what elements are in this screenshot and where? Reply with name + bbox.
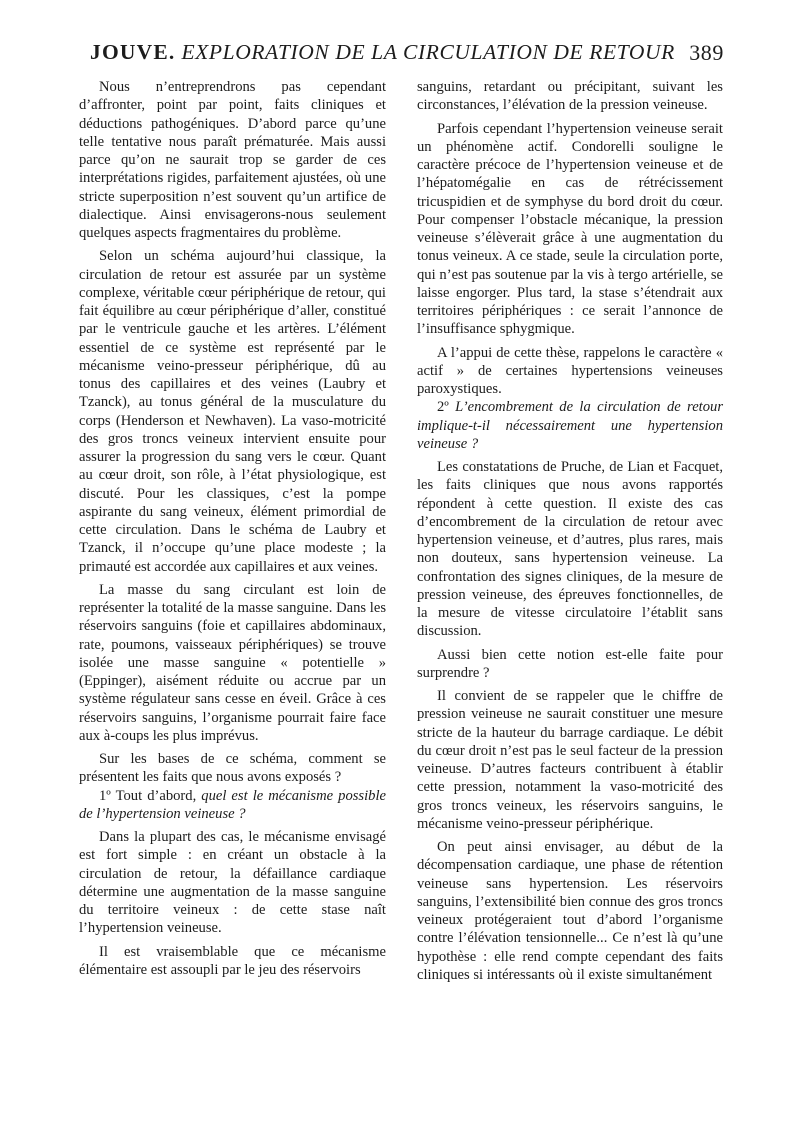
paragraph: Parfois cependant l’hypertension veineuse serait un phénomène actif. Condorelli souligne le caractère précoce de l’hypertension veineuse et de l’hépatomégalie en cas de rétrécissement tricuspidien et de symphyse du bord droit du cœur. Pour compenser l’obstacle mécanique, la pression veineuse s’élèverait grâce à une augmentation du tonus veineux. A ce stade, seule la circulation porte, qui n’est pas soutenue par la vis à tergo artérielle, se laisse engorger. Plus tard, la stase s’étendrait aux territoires périphériques : ce serait l’annonce de l’insuffisance sphygmique.	[417, 120, 723, 338]
paragraph: Il est vraisemblable que ce mécanisme élémentaire est assoupli par le jeu des réservoirs	[79, 943, 386, 978]
running-header	[90, 40, 724, 70]
page-number: 389	[689, 40, 724, 65]
paragraph: On peut ainsi envisager, au début de la décompensation cardiaque, une phase de rétention veineuse sans hypertension. Les réservoirs sanguins, l’extensibilité bien connue des gros troncs veineux protégeraient tout d’abord l’organisme contre l’élévation tensionnelle... Ce n’est là qu’une hypothèse : elle rend compte cependant des faits cliniques si intéressants où il existe simultanément	[417, 839, 723, 983]
paragraph: Nous n’entreprendrons pas cependant d’affronter, point par point, faits cliniques et déductions pathogéniques. D’abord parce qu’une telle tentative nous paraît prématurée. Mais aussi parce qu’on ne saurait trop se garder de ces interprétations rigides, parfaitement ajustées, où une stricte superposition n’est souvent qu’un artifice de dialectique. Ainsi envisagerons-nous seulement quelques aspects fragmentaires du problème.	[79, 79, 386, 241]
header-title: EXPLORATION DE LA CIRCULATION DE RETOUR	[181, 40, 675, 64]
paragraph: Selon un schéma aujourd’hui classique, la circulation de retour est assurée par un système complexe, véritable cœur périphérique de retour, qui fait équilibre au cœur périphérique d’aller, constitué par le ventricule gauche et les artères. L’élément essentiel de ce système est représenté par le mécanisme veino-presseur périphérique, dû au tonus des capillaires et des veines (Laubry et Tzanck), au tonus général de la musculature du corps (Henderson et Newhaven). La vaso-motricité des gros troncs veineux intervient ensuite pour assurer la progression du sang vers le cœur. Quant au cœur droit, son rôle, à l’état physiologique, est discuté. Pour les classiques, c’est la pompe aspirante du sang veineux, élément primordial de cette circulation. Dans le schéma de Laubry et Tzanck, il n’occupe qu’une place modeste ; la primauté est accordée aux capillaires et aux veines.	[79, 248, 386, 575]
section-number: 1º Tout d’abord,	[99, 787, 202, 804]
section-number: 2º	[437, 399, 456, 416]
paragraph: A l’appui de cette thèse, rappelons le caractère « actif » de certaines hypertensions veineuses paroxystiques.	[417, 344, 723, 397]
paragraph-continued: sanguins, retardant ou précipitant, suivant les circonstances, l’élévation de la pression veineuse.	[417, 79, 723, 114]
paragraph: Aussi bien cette notion est-elle faite pour surprendre ?	[417, 646, 723, 681]
section-question-text: L’encombrement de la circulation de retour implique-t-il nécessairement une hypertension veineuse ?	[417, 399, 723, 452]
right-column	[417, 78, 723, 989]
left-column	[79, 78, 386, 984]
paragraph: La masse du sang circulant est loin de représenter la totalité de la masse sanguine. Dans les réservoirs sanguins (foie et capillaires abdominaux, rate, poumons, vaisseaux périphériques) se trouve isolée une masse sanguine « potentielle » (Eppinger), aisément réduite ou accrue par un système régulateur sans cesse en éveil. Grâce à ces réservoirs sanguins, l’organisme pourrait faire face aux à-coups les plus imprévus.	[79, 581, 386, 744]
paragraph: Sur les bases de ce schéma, comment se présentent les faits que nous avons exposés ?	[79, 751, 386, 786]
header-author: JOUVE.	[90, 40, 176, 64]
paragraph: Les constatations de Pruche, de Lian et Facquet, les faits cliniques que nous avons rapportés répondent à cette question. Il existe des cas d’encombrement de la circulation de retour avec hypertension veineuse, et d’autres, plus rares, mais non douteux, sans hypertension veineuse. La confrontation des signes cliniques, de la mesure de pression veineuse, des épreuves fonctionnelles, de la mesure de vitesse circulatoire l’établit sans discussion.	[417, 459, 723, 640]
section-question-2	[417, 398, 723, 453]
section-question-1	[79, 787, 386, 824]
paragraph: Dans la plupart des cas, le mécanisme envisagé est fort simple : en créant un obstacle à la circulation de retour, la défaillance cardiaque détermine une augmentation de la masse sanguine du territoire veineux : de cette stase naît l’hypertension veineuse.	[79, 829, 386, 937]
paragraph: Il convient de se rappeler que le chiffre de pression veineuse ne saurait constituer une mesure stricte de la hauteur du barrage cardiaque. Le débit du cœur droit n’est pas le seul facteur de la pression veineuse. D’autres facteurs contribuent à établir cette pression, notamment la vaso-motricité des gros troncs veineux, les réservoirs sanguins, le mécanisme veino-presseur périphérique.	[417, 688, 723, 832]
section-question-text: quel est le mécanisme possible de l’hypertension veineuse ?	[79, 787, 386, 822]
